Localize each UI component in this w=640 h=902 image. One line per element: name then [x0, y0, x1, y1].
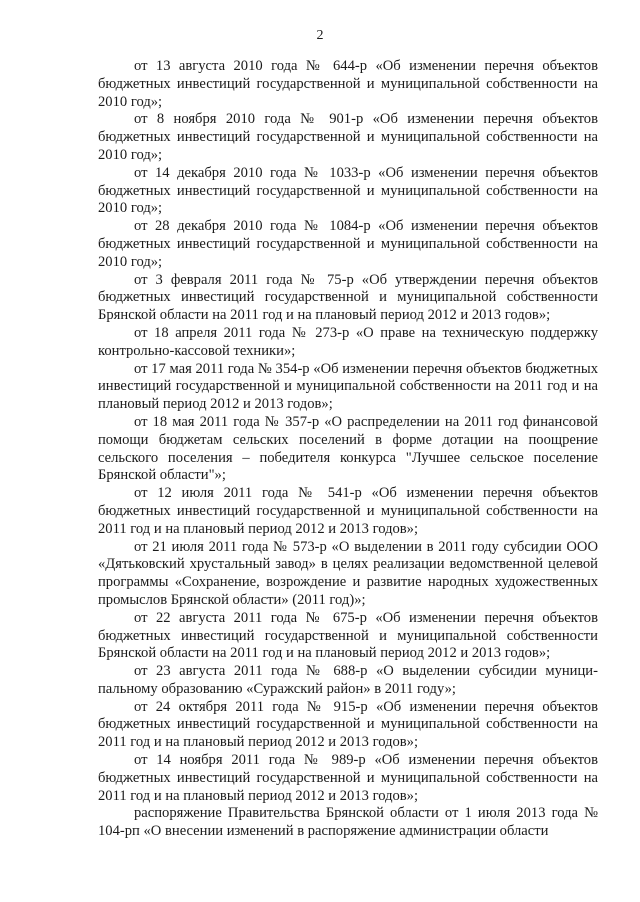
paragraph-6: от 18 апреля 2011 года № 273-р «О праве на техническую поддержку контрольно-кассовой техники»; — [98, 324, 598, 359]
document-body — [98, 58, 598, 841]
paragraph-1: от 13 августа 2010 года № 644-р «Об изменении перечня объектов бюджетных инвестиций государственной и муниципальной собственности на 2010 год»; — [98, 58, 598, 110]
paragraph-12: от 23 августа 2011 года № 688-р «О выделении субсидии муниципальному образованию «Суражский район» в 2011 году»; — [98, 663, 598, 697]
paragraph-7: от 17 мая 2011 года № 354-р «Об изменении перечня объектов бюджетных инвестиций государственной и муниципальной собственности на 2011 год и на плановый период 2012 и 2013 годов»; — [98, 360, 598, 413]
paragraph-2: от 8 ноября 2010 года № 901-р «Об изменении перечня объектов бюджетных инвестиций государственной и муниципальной собственности на 2010 год»; — [98, 111, 598, 163]
paragraph-3: от 14 декабря 2010 года № 1033-р «Об изменении перечня объектов бюджетных инвестиций государственной и муниципальной собственности на 2010 год»; — [98, 164, 598, 217]
paragraph-5: от 3 февраля 2011 года № 75-р «Об утверждении перечня объектов бюджетных инвестиций государственной и муниципальной собственности Брянской области на 2011 год и на плановый период 2012 и 2013 годов»; — [98, 271, 598, 324]
paragraph-10: от 21 июля 2011 года № 573-р «О выделении в 2011 году субсидии ООО «Дятьковский хрустальный завод» в целях реализации ведомственной целевой программы «Сохранение, возрождение и развитие народных художественных промыслов Брянской области» (2011 год)»; — [98, 538, 598, 608]
paragraph-4: от 28 декабря 2010 года № 1084-р «Об изменении перечня объектов бюджетных инвестиций государственной и муниципальной собственности на 2010 год»; — [98, 218, 598, 270]
paragraph-11: от 22 августа 2011 года № 675-р «Об изменении перечня объектов бюджетных инвестиций государственной и муниципальной собственности Брянской области на 2011 год и на плановый период 2012 и 2013 годов»; — [98, 609, 598, 662]
paragraph-9: от 12 июля 2011 года № 541-р «Об изменении перечня объектов бюджетных инвестиций государственной и муниципальной собственности на 2011 год и на плановый период 2012 и 2013 годов»; — [98, 485, 598, 537]
page-number: 2 — [316, 28, 324, 43]
paragraph-15: распоряжение Правительства Брянской области от 1 июля 2013 года № 104-рп «О внесении изменений в распоряжение администрации области — [98, 805, 598, 840]
paragraph-8: от 18 мая 2011 года № 357-р «О распределении на 2011 год финансовой помощи бюджетам сельских поселений в форме дотации на поощрение сельского поселения – победителя конкурса "Лучшее сельское поселение Брянской области"»; — [98, 413, 598, 484]
paragraph-13: от 24 октября 2011 года № 915-р «Об изменении перечня объектов бюджетных инвестиций государственной и муниципальной собственности на 2011 год и на плановый период 2012 и 2013 годов»; — [98, 698, 598, 751]
paragraph-14: от 14 ноября 2011 года № 989-р «Об изменении перечня объектов бюджетных инвестиций государственной и муниципальной собственности на 2011 год и на плановый период 2012 и 2013 годов»; — [98, 752, 598, 804]
